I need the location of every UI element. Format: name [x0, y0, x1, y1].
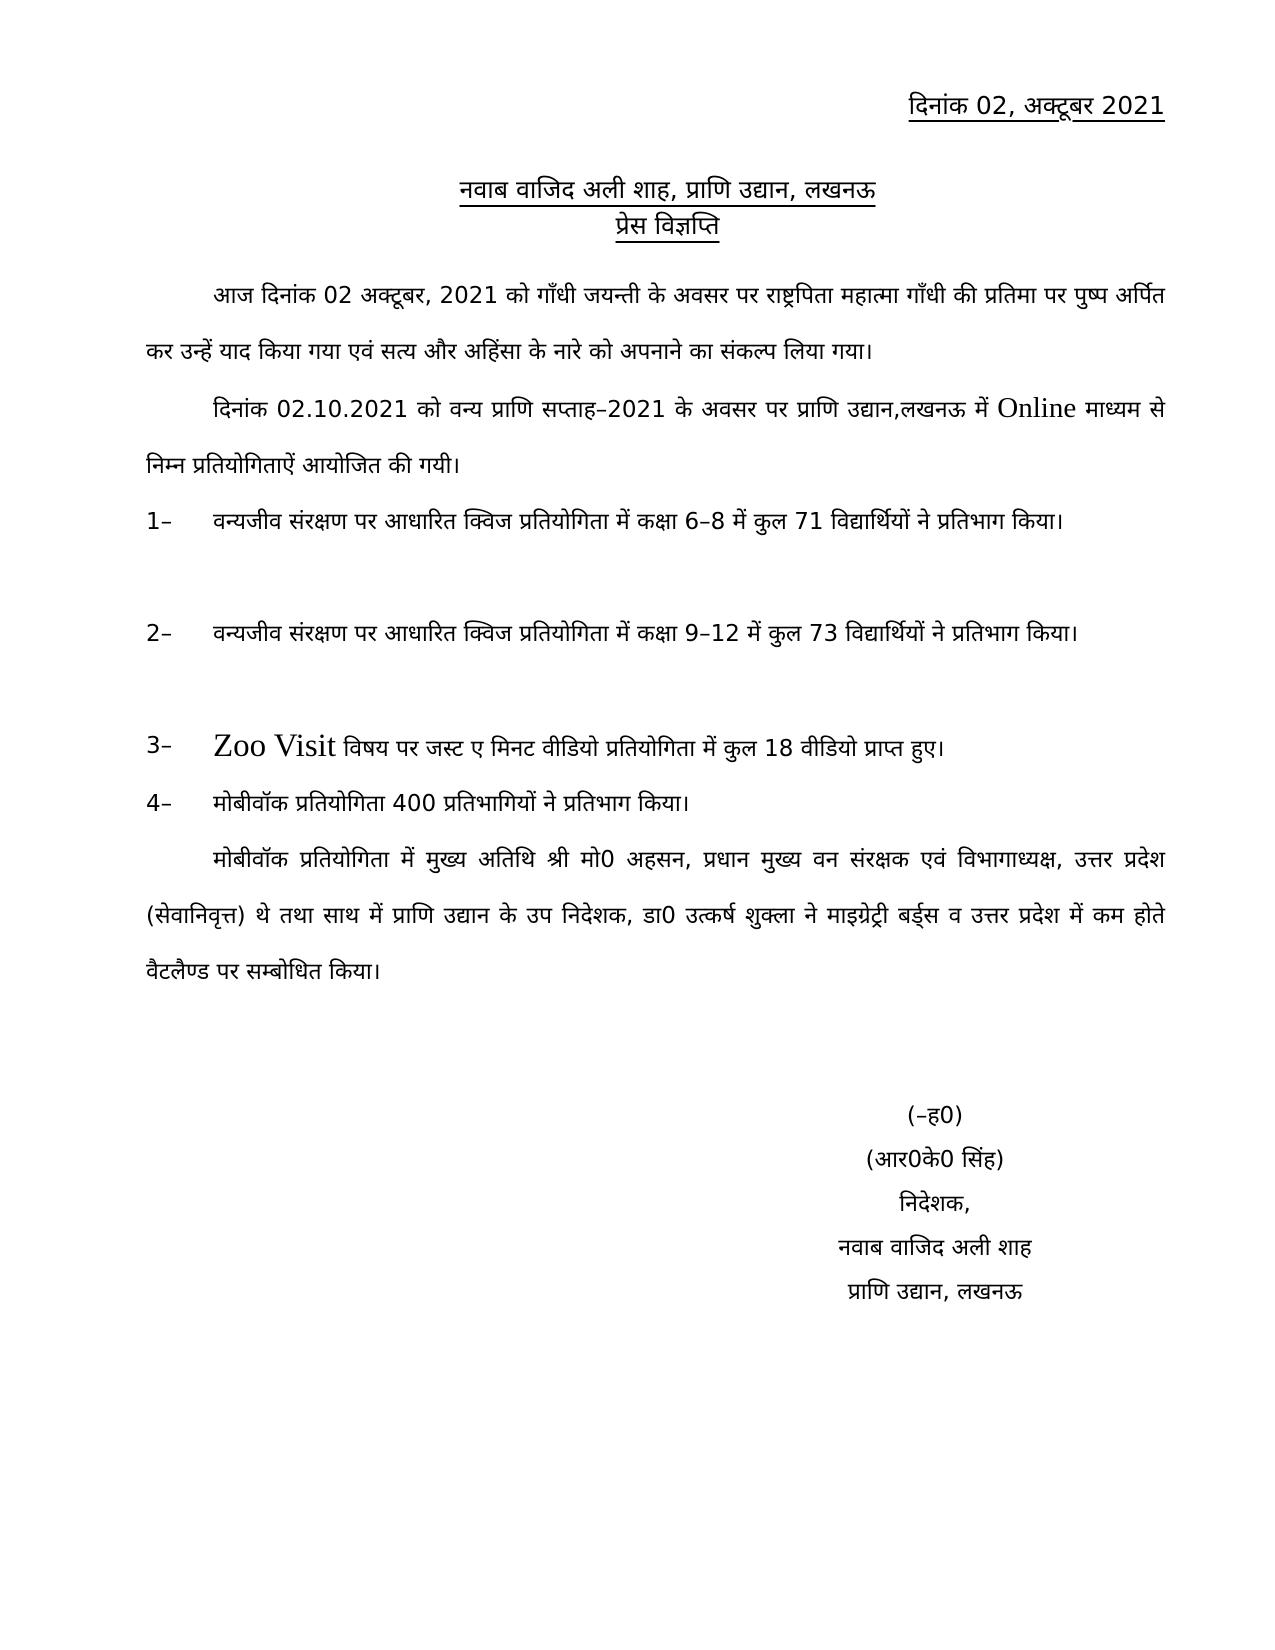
list-item-text: वन्यजीव संरक्षण पर आधारित क्विज प्रतियोगिता में कक्षा 9–12 में कुल 73 विद्यार्थियों ने प्रतिभाग किया।: [213, 621, 1079, 647]
signatory-org-line-2: प्राणि उद्यान, लखनऊ: [847, 1279, 1023, 1305]
paragraph-1-text: आज दिनांक 02 अक्टूबर, 2021 को गाँधी जयन्ती के अवसर पर राष्ट्रपिता महात्मा गाँधी की प्रतिमा पर पुष्प अर्पित कर उन्हें याद किया गया एवं सत्य और अहिंसा के नारे को अपनाने का संकल्प लिया गया।: [146, 283, 1165, 365]
list-item-text: मोबीवॉक प्रतियोगिता 400 प्रतिभागियों ने प्रतिभाग किया।: [213, 791, 690, 817]
paragraph-competitions-intro: [146, 380, 1165, 494]
date-line: दिनांक 02, अक्टूबर 2021: [908, 91, 1165, 120]
list-item-number: 4–: [146, 791, 173, 817]
list-item-text: विषय पर जस्ट ए मिनट वीडियो प्रतियोगिता में कुल 18 वीडियो प्राप्त हुए।: [336, 736, 945, 762]
document-title-row: [0, 208, 1275, 242]
paragraph-2-after: माध्यम से निम्न प्रतियोगिताऐं आयोजित की गयी।: [146, 397, 1166, 479]
signatory-name: (आर0के0 सिंह): [865, 1147, 1005, 1173]
document-title: प्रेस विज्ञप्ति: [615, 211, 720, 240]
paragraph-mobiwalk-guests: [146, 832, 1165, 1000]
organization-heading: [0, 172, 1275, 206]
list-item-number: 2–: [146, 621, 173, 647]
paragraph-3-text: मोबीवॉक प्रतियोगिता में मुख्य अतिथि श्री मो0 अहसन, प्रधान मुख्य वन संरक्षक एवं विभागाध्यक्ष, उत्तर प्रदेश (सेवानिवृत्त) थे तथा साथ में प्राणि उद्यान के उप निदेशक, डा0 उत्कर्ष शुक्ला ने माइग्रेट्री बर्ड्स व उत्तर प्रदेश में कम होते वैटलैण्ड पर सम्बोधित किया।: [146, 847, 1165, 985]
list-item-number: 1–: [146, 509, 173, 535]
list-item-text: वन्यजीव संरक्षण पर आधारित क्विज प्रतियोगिता में कक्षा 6–8 में कुल 71 विद्यार्थियों ने प्रतिभाग किया।: [213, 509, 1064, 535]
online-word: Online: [997, 392, 1077, 424]
signatory-org-line-1: नवाब वाजिद अली शाह: [838, 1235, 1032, 1261]
paragraph-2-before: दिनांक 02.10.2021 को वन्य प्राणि सप्ताह–2021 के अवसर पर प्राणि उद्यान,लखनऊ में: [213, 397, 998, 423]
organization-name: नवाब वाजिद अली शाह, प्राणि उद्यान, लखनऊ: [459, 175, 876, 204]
signature-block: [780, 1094, 1090, 1314]
list-item-number: 3–: [146, 733, 173, 759]
signatory-designation: निदेशक,: [899, 1191, 971, 1217]
zoo-visit-words: Zoo Visit: [213, 728, 337, 764]
list-item-text-wrapper: [213, 718, 1165, 777]
signature-mark: (–ह0): [906, 1103, 964, 1129]
paragraph-gandhi-jayanti: [146, 268, 1165, 380]
